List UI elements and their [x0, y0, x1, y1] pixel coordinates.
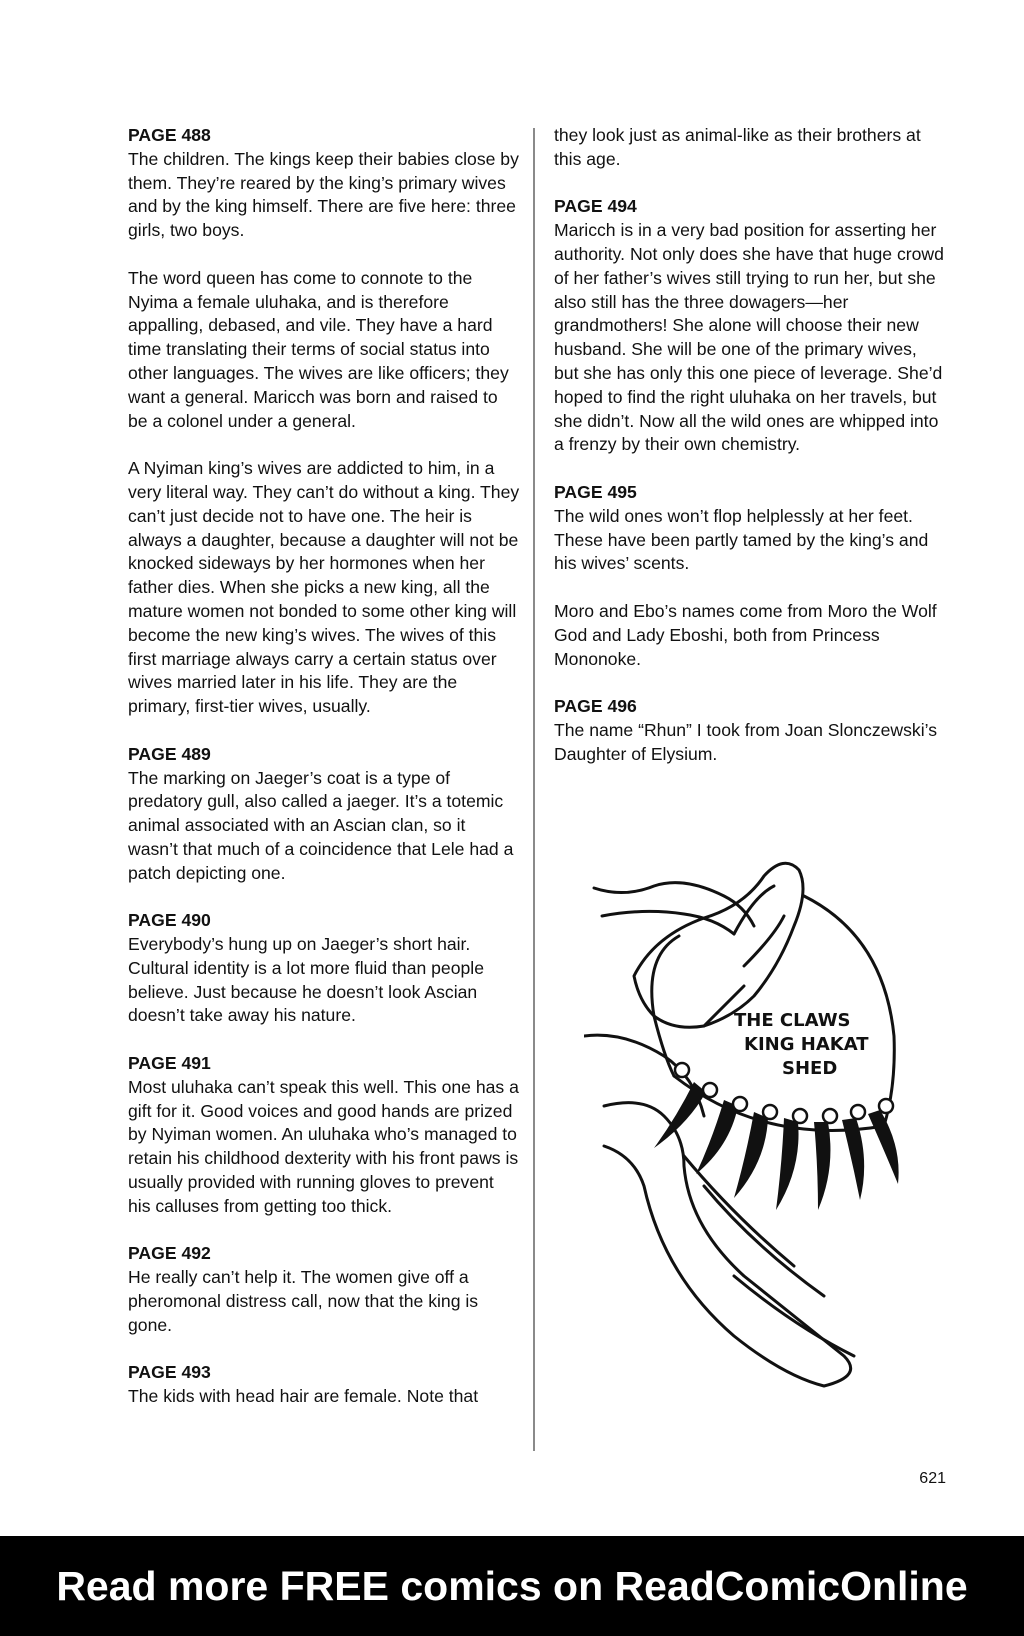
note-section	[554, 695, 946, 766]
note-heading: PAGE 494	[554, 196, 637, 217]
note-paragraph: Maricch is in a very bad position for asserting her authority. Not only does she have that huge crowd of her father’s wives still trying to run her, but she also still has the three dowagers—her grandmothers! She alone will choose their new husband. She will be one of the primary wives, but she has only this one piece of leverage. She’d hoped to find the right uluhaka on her travels, but she didn’t. Now all the wild ones are whipped into a frenzy by their own chemistry.	[554, 220, 944, 455]
note-section	[128, 1052, 520, 1219]
note-paragraph: The children. The kings keep their babies close by them. They’re reared by the king’s primary wives and by the king himself. There are five here: three girls, two boys.	[128, 148, 519, 241]
note-section	[128, 1361, 520, 1409]
note-heading: PAGE 488	[128, 125, 211, 145]
note-section	[554, 195, 946, 457]
note-section	[554, 481, 946, 671]
continued-paragraph: they look just as animal-like as their brothers at this age.	[554, 125, 921, 169]
note-paragraph: Most uluhaka can’t speak this well. This one has a gift for it. Good voices and good hands are prized by Nyiman women. An uluhaka who’s managed to retain his childhood dexterity with his front paws is usually provided with running gloves to prevent his calluses from getting too thick.	[128, 1076, 519, 1216]
note-paragraph: The word queen has come to connote to the Nyima a female uluhaka, and is therefore appalling, debased, and vile. They have a hard time translating their terms of social status into other languages. The wives are like officers; they want a general. Maricch was born and raised to be a colonel under a general.	[128, 267, 509, 431]
page-number: 621	[919, 1470, 946, 1487]
note-paragraph: The wild ones won’t flop helplessly at her feet. These have been partly tamed by the king’s and his wives’ scents.	[554, 505, 929, 574]
note-paragraph: The name “Rhun” I took from Joan Slonczewski’s Daughter of Elysium.	[554, 719, 937, 764]
note-heading: PAGE 492	[128, 1243, 211, 1264]
note-paragraph: The kids with head hair are female. Note that	[128, 1386, 479, 1407]
note-paragraph: The marking on Jaeger’s coat is a type of predatory gull, also called a jaeger. It’s a totemic animal associated with an Ascian clan, so it wasn’t that much of a coincidence that Lele had a patch depicting one.	[128, 767, 514, 883]
footer-banner[interactable]	[0, 1536, 1024, 1636]
note-paragraph: Everybody’s hung up on Jaeger’s short hair. Cultural identity is a lot more fluid than people believe. Just because he doesn’t look Ascian doesn’t take away his nature.	[128, 934, 484, 1026]
footer-banner-text[interactable]: Read more FREE comics on ReadComicOnline	[56, 1563, 968, 1609]
note-paragraph: Moro and Ebo’s names come from Moro the Wolf God and Lady Eboshi, both from Princess Mononoke.	[554, 600, 937, 669]
left-column	[128, 124, 520, 1433]
note-heading: PAGE 496	[554, 696, 637, 717]
note-heading: PAGE 489	[128, 743, 211, 764]
note-section	[128, 124, 520, 719]
note-section	[128, 743, 520, 886]
note-heading: PAGE 491	[128, 1053, 211, 1074]
right-column	[554, 124, 946, 790]
note-paragraph: He really can’t help it. The women give off a pheromonal distress call, now that the king is gone.	[128, 1267, 479, 1335]
caption-line-3: SHED	[782, 1058, 838, 1079]
note-heading: PAGE 493	[128, 1362, 211, 1383]
note-heading: PAGE 490	[128, 910, 211, 931]
note-paragraph: A Nyiman king’s wives are addicted to him, in a very literal way. They can’t do without a king. They can’t just decide not to have one. The heir is always a daughter, because a daughter will not be knocked sideways by her hormones when her father dies. When she picks a new king, all the mature women not bonded to some other king will become the new king’s wives. The wives of this first marriage always carry a certain status over wives married later in his life. They are the primary, first-tier wives, usually.	[128, 458, 520, 717]
note-section	[128, 909, 520, 1028]
note-heading: PAGE 495	[554, 481, 637, 502]
column-divider	[533, 128, 535, 1451]
caption-line-1: THE CLAWS	[734, 1010, 851, 1031]
note-section	[128, 1242, 520, 1337]
claw-necklace-illustration	[584, 856, 954, 1416]
caption-line-2: KING HAKAT	[744, 1034, 869, 1055]
